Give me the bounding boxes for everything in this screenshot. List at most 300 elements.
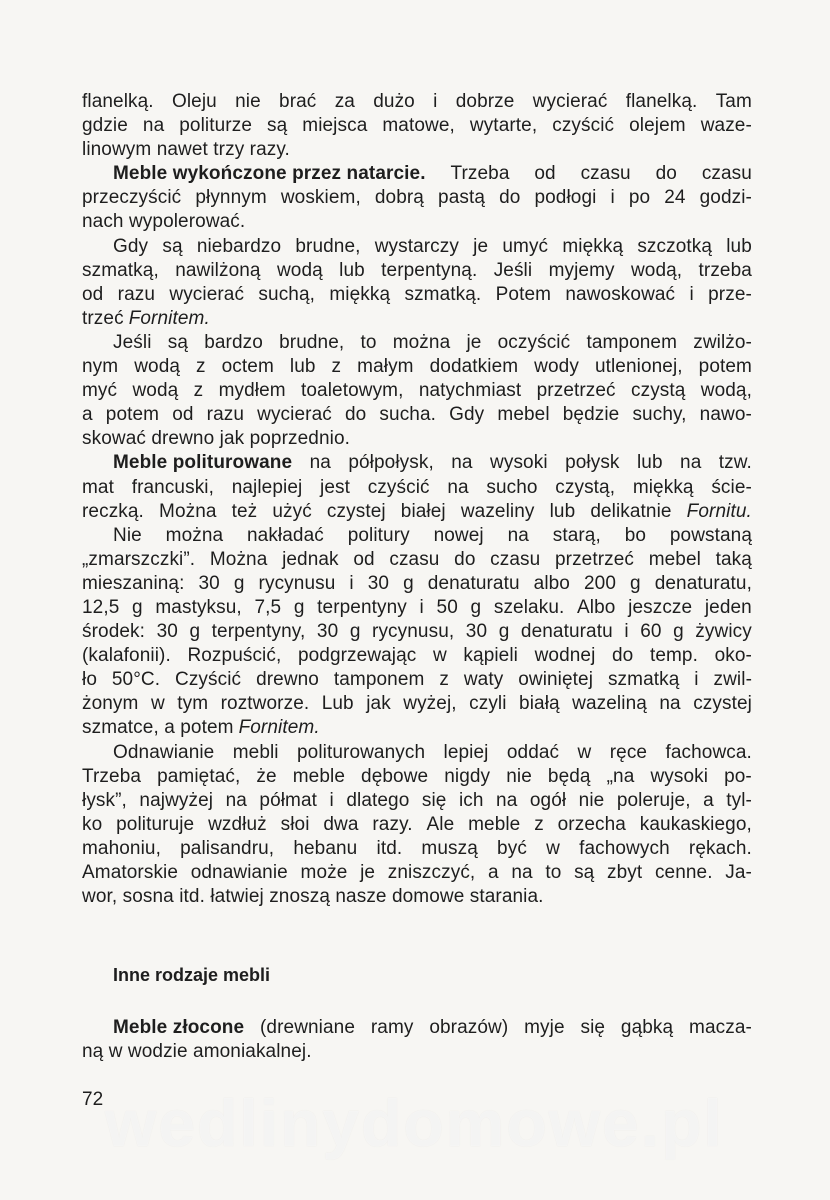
word: na: [659, 693, 681, 715]
word: rękach.: [688, 837, 752, 859]
word: oddać: [506, 741, 560, 763]
word: denaturatu,: [654, 572, 752, 594]
word: czyścić: [367, 476, 430, 498]
word: trzeba: [698, 259, 752, 281]
word: jednak: [282, 548, 339, 570]
word: ramy: [370, 1017, 414, 1038]
word: obrazów): [429, 1017, 509, 1038]
word: można: [165, 524, 224, 546]
text-line: [82, 1016, 752, 1040]
word: poleruje,: [616, 789, 691, 811]
word: z: [193, 380, 204, 402]
word: terpentyny,: [211, 621, 306, 643]
word: rycynusu: [258, 572, 336, 594]
word: Albo: [577, 596, 616, 618]
word: jak: [366, 693, 391, 715]
word: wzdłuż: [208, 813, 267, 835]
word: do: [454, 548, 476, 570]
word: przeczyścić: [82, 187, 182, 209]
word: miejsca: [302, 115, 368, 137]
word: jeszcze: [628, 596, 693, 618]
word: Trzeba: [450, 163, 510, 185]
word: Lub: [321, 693, 354, 715]
word: Jeśli: [113, 331, 152, 353]
word: wody: [534, 356, 579, 378]
word: meble: [292, 765, 345, 787]
word: matowe,: [382, 115, 455, 137]
word: 24: [664, 187, 686, 209]
word: wycierać: [169, 283, 245, 305]
word: mat: [82, 476, 114, 498]
text-line: [82, 114, 752, 138]
word: godzi-: [699, 187, 752, 209]
word: od: [172, 404, 194, 426]
word: też: [231, 500, 258, 522]
word: się: [421, 789, 447, 811]
word: dużo: [373, 91, 415, 112]
word: będzie: [562, 404, 620, 426]
text-line: [82, 235, 752, 259]
text-line: [82, 476, 752, 500]
word: reczką.: [82, 500, 144, 522]
word: nawilżoną: [175, 259, 261, 281]
text-line: [82, 90, 752, 114]
word: czasu: [389, 548, 440, 570]
text-line: [82, 186, 752, 210]
word: lub: [549, 500, 576, 522]
word: szelaku.: [493, 596, 565, 618]
text-line: [82, 620, 752, 644]
word: szmatką.: [404, 283, 482, 305]
word: z: [439, 669, 449, 691]
word: wodą: [132, 380, 179, 402]
word: przetrzeć: [554, 548, 635, 570]
word: Trzeba: [82, 765, 142, 787]
word: szmatką,: [82, 259, 159, 281]
word: czasu: [490, 548, 541, 570]
word: nakładać: [247, 524, 324, 546]
text-line: [82, 403, 752, 427]
word: i: [624, 621, 629, 643]
word: wodą,: [700, 380, 752, 402]
word: wodnej: [534, 645, 596, 667]
italic-term: Fornitem.: [128, 307, 210, 329]
word: Ale: [426, 813, 455, 835]
word: je: [466, 331, 482, 353]
word: dwa: [323, 813, 359, 835]
word: ogół: [529, 789, 567, 811]
word: brudne,: [279, 331, 345, 353]
word: fachowca.: [665, 741, 752, 763]
word: do: [499, 187, 521, 209]
text-line: [82, 162, 752, 186]
word: „na: [606, 765, 635, 787]
word: taką: [715, 548, 752, 570]
word: czystej: [326, 500, 386, 522]
word: Nie: [113, 524, 142, 546]
word: tym: [177, 693, 209, 715]
word: lepiej: [443, 741, 489, 763]
word: słoi: [280, 813, 310, 835]
word: to: [360, 331, 377, 353]
word: są: [266, 115, 288, 137]
word: wysoki: [650, 765, 709, 787]
text-line: [82, 789, 752, 813]
word: płynnym: [195, 187, 267, 209]
word: na: [507, 524, 529, 546]
word: bardzo: [204, 331, 263, 353]
word: powstaną: [669, 524, 752, 546]
word: lub: [289, 356, 316, 378]
word: najwyżej: [139, 789, 214, 811]
word: fachowych: [579, 837, 670, 859]
bold-term: Meble złocone: [113, 1017, 245, 1038]
word: waze-: [700, 115, 752, 137]
text-line: szmatce, a potem Fornitem.: [82, 716, 752, 740]
word: wodą: [276, 259, 323, 281]
word: g: [293, 596, 305, 618]
word: do: [655, 163, 677, 185]
word: Rozpuścić,: [187, 645, 282, 667]
word: od: [82, 283, 104, 305]
word: że: [256, 765, 277, 787]
word: Amatorskie: [82, 862, 179, 883]
word: czyścić: [552, 115, 615, 137]
word: na: [142, 115, 165, 137]
word: waty: [463, 669, 504, 691]
text-line: wor, sosna itd. łatwiej znoszą nasze domowe starania.: [82, 886, 544, 908]
text-line: [82, 837, 752, 861]
word: nie: [578, 789, 605, 811]
text-line: ną w wodzie amoniakalnej.: [82, 1041, 312, 1063]
word: politury: [347, 524, 410, 546]
word: podgrzewając: [297, 645, 417, 667]
word: muszą: [421, 837, 478, 859]
text-line: [82, 259, 752, 283]
word: będą: [547, 765, 591, 787]
word: kaukaskiego,: [639, 813, 752, 835]
word: potem: [698, 356, 752, 378]
text-line: trzeć Fornitem.: [82, 307, 752, 331]
word: razu: [206, 404, 245, 426]
word: Tam: [715, 91, 752, 112]
word: zbyt: [607, 862, 643, 883]
word: do: [612, 645, 634, 667]
word: francuski,: [131, 476, 214, 498]
word: mebel: [648, 548, 701, 570]
word: wystarczy: [374, 235, 459, 257]
word: 50°C.: [111, 669, 161, 691]
word: g: [403, 572, 414, 594]
word: gdzie: [82, 115, 128, 137]
word: na: [225, 789, 247, 811]
word: temp.: [649, 645, 698, 667]
word: nie: [506, 765, 532, 787]
word: od: [353, 548, 375, 570]
word: zwilżo-: [693, 331, 752, 353]
word: (drewniane: [260, 1017, 355, 1038]
word: są: [167, 331, 188, 353]
word: 30: [465, 621, 488, 643]
word: białą: [519, 693, 560, 715]
word: i: [610, 187, 615, 209]
word: mebli: [232, 741, 279, 763]
word: cenne.: [654, 862, 713, 883]
word: 30: [367, 572, 390, 594]
word: lub: [339, 259, 365, 281]
word: kąpieli: [463, 645, 518, 667]
text-line: [82, 644, 752, 668]
word: szmatką: [607, 669, 680, 691]
word: na: [511, 862, 533, 883]
word: w: [546, 837, 560, 859]
text-line: [82, 692, 752, 716]
word: g: [349, 621, 361, 643]
word: miękką: [562, 235, 624, 257]
word: dębowe: [361, 765, 429, 787]
text-line: [82, 668, 752, 692]
word: ko: [82, 813, 103, 835]
word: zwil-: [713, 669, 752, 691]
word: czasu: [580, 163, 631, 185]
word: a: [703, 789, 714, 811]
word: g: [498, 621, 510, 643]
word: półpołysk,: [348, 452, 434, 474]
word: terpentyną.: [381, 259, 478, 281]
word: toaletowym,: [301, 380, 404, 402]
text-line: [82, 283, 752, 307]
word: środek:: [82, 621, 146, 643]
word: dodatkiem: [429, 356, 519, 378]
word: żonym: [82, 693, 139, 715]
word: drewno: [256, 669, 319, 691]
word: mebel: [497, 404, 550, 426]
word: Jeśli: [493, 259, 533, 281]
word: tamponem: [586, 331, 678, 353]
word: owiniętej: [518, 669, 594, 691]
word: wodą: [134, 356, 181, 378]
text-line: [82, 596, 752, 620]
word: Odnawianie: [113, 741, 215, 763]
word: albo: [533, 572, 570, 594]
word: dlatego: [346, 789, 410, 811]
word: może: [300, 862, 348, 883]
section-heading: Inne rodzaje mebli: [113, 965, 271, 985]
word: użyć: [272, 500, 312, 522]
word: myjemy: [548, 259, 615, 281]
text-line: [82, 548, 752, 572]
word: odnawianie: [190, 862, 288, 883]
word: półmat: [259, 789, 318, 811]
word: a: [82, 404, 93, 426]
word: polituruje: [116, 813, 195, 835]
word: niebardzo: [196, 235, 282, 257]
bold-term: Meble wykończone przez natarcie.: [113, 163, 426, 185]
text-line: [82, 355, 752, 379]
text-line: [82, 379, 752, 403]
word: Można: [209, 548, 268, 570]
word: to: [545, 862, 562, 883]
word: za: [334, 91, 355, 112]
word: i: [349, 572, 354, 594]
word: razu: [117, 283, 156, 305]
word: myje: [524, 1017, 565, 1038]
word: itd.: [376, 837, 403, 859]
word: lub: [726, 235, 752, 257]
word: Ja-: [725, 862, 752, 883]
word: (kalafonii).: [82, 645, 171, 667]
word: wyżej,: [403, 693, 457, 715]
word: Można: [159, 500, 217, 522]
word: w: [577, 741, 592, 763]
word: białej: [400, 500, 446, 522]
word: i: [419, 596, 424, 618]
word: wazeliną: [572, 693, 647, 715]
word: wysoki: [490, 452, 548, 474]
word: oko-: [714, 645, 752, 667]
word: na: [447, 476, 469, 498]
word: czystą,: [555, 476, 616, 498]
word: tzw.: [718, 452, 752, 474]
word: meble: [468, 813, 521, 835]
word: są: [162, 235, 183, 257]
word: miękką: [329, 283, 391, 305]
word: razy.: [372, 813, 413, 835]
word: 60: [640, 621, 662, 643]
word: na: [309, 452, 331, 474]
word: 30: [316, 621, 339, 643]
word: g: [233, 572, 245, 594]
word: żywicy: [695, 621, 752, 643]
word: oczyścić: [497, 331, 571, 353]
word: z: [196, 356, 206, 378]
word: lub: [636, 452, 663, 474]
word: nawo-: [699, 404, 752, 426]
word: można: [392, 331, 451, 353]
word: g: [630, 572, 641, 594]
page-number: 72: [82, 1089, 104, 1110]
word: roztworze.: [220, 693, 310, 715]
text-line: [82, 813, 752, 837]
word: orzecha: [557, 813, 626, 835]
word: je: [473, 235, 489, 257]
word: Gdy: [113, 235, 149, 257]
word: dobrą: [374, 187, 424, 209]
word: i: [694, 669, 699, 691]
text-line: linowym nawet trzy razy.: [82, 139, 290, 161]
final-paragraph: [82, 1016, 752, 1064]
word: podłogi: [534, 187, 597, 209]
word: sucha.: [379, 404, 437, 426]
word: w: [150, 693, 165, 715]
word: je: [360, 862, 376, 883]
word: Oleju: [171, 91, 217, 112]
word: flanelką.: [82, 91, 154, 112]
word: gąbką: [620, 1017, 674, 1038]
word: tyl-: [726, 789, 752, 811]
word: Gdy: [449, 404, 485, 426]
text-line: [82, 572, 752, 596]
word: flanelką.: [625, 91, 698, 112]
word: po: [628, 187, 651, 209]
italic-term: Fornitem.: [238, 717, 320, 739]
word: denaturatu: [427, 572, 520, 594]
word: brać: [279, 91, 317, 112]
word: potem: [105, 404, 160, 426]
word: być: [497, 837, 527, 859]
word: delikatnie: [590, 500, 672, 522]
page-text: [82, 90, 752, 909]
word: sucho: [486, 476, 538, 498]
word: wytarte,: [469, 115, 538, 137]
word: wodą,: [630, 259, 683, 281]
word: są: [574, 862, 595, 883]
word: mydłem: [218, 380, 286, 402]
word: 30: [156, 621, 178, 643]
word: małym: [357, 356, 414, 378]
word: miękką: [632, 476, 694, 498]
word: macza-: [689, 1017, 752, 1038]
word: do: [344, 404, 367, 426]
word: suchy,: [632, 404, 687, 426]
word: łysk”,: [82, 789, 127, 811]
word: czasu: [701, 163, 752, 185]
word: się: [580, 1017, 606, 1038]
word: Potem: [495, 283, 552, 305]
word: ło: [82, 669, 97, 691]
italic-term: Fornitu.: [686, 500, 752, 522]
word: ich: [458, 789, 484, 811]
word: 7,5: [254, 596, 282, 618]
word: i: [689, 283, 694, 305]
word: rycynusu,: [372, 621, 455, 643]
word: utlenionej,: [594, 356, 683, 378]
word: pastą: [438, 187, 486, 209]
word: ście-: [711, 476, 752, 498]
word: bo: [624, 524, 647, 546]
word: woskiem,: [280, 187, 361, 209]
text-line: [82, 331, 752, 355]
word: połysk: [565, 452, 620, 474]
text-line: [82, 765, 752, 789]
bold-term: Meble politurowane: [113, 452, 293, 474]
watermark: wedlinydomowe.pl: [105, 1086, 724, 1160]
word: nigdy: [444, 765, 491, 787]
word: octem: [221, 356, 274, 378]
word: umyć: [502, 235, 549, 257]
word: i: [329, 789, 334, 811]
word: najlepiej: [231, 476, 303, 498]
word: na: [496, 789, 518, 811]
word: pamiętać,: [157, 765, 241, 787]
text-line: nach wypolerować.: [82, 211, 246, 233]
word: i: [433, 91, 438, 112]
word: na: [680, 452, 702, 474]
word: „zmarszczki”.: [82, 548, 196, 570]
word: z: [331, 356, 342, 378]
word: zniszczyć,: [387, 862, 476, 883]
word: prze-: [708, 283, 752, 305]
word: 30: [198, 572, 220, 594]
word: g: [673, 621, 684, 643]
word: denaturatu: [520, 621, 613, 643]
word: 200: [584, 572, 617, 594]
word: wycierać: [532, 91, 608, 112]
word: terpentyny: [317, 596, 407, 618]
word: wazeliny: [460, 500, 535, 522]
word: czystą: [631, 380, 686, 402]
text-line: [82, 500, 752, 524]
